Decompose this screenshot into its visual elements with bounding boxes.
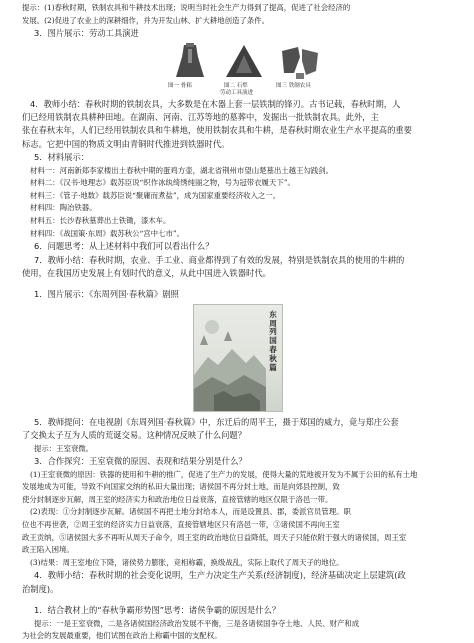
- text-line: 使分封制逐步瓦解，周王室的经济实力和政治地位日益衰落，直接管辖的地区仅限于洛邑一带。: [22, 494, 333, 504]
- text-line: 为社会的发展最重要，他们试图在政治上称霸中国的支配权。: [22, 631, 222, 641]
- hint-line: 提示：王室衰微。: [34, 443, 94, 453]
- text-line: (1)王室衰微的原因：铁器的使用和牛耕的推广，促进了生产力的发展，使得大量的荒地被开发为不属于公田的私有土地: [30, 469, 418, 479]
- text-line: 政王陷入困境。: [22, 545, 74, 555]
- figure-caption: 图三 铁制农具: [276, 82, 311, 89]
- drama-title: 东周列国春秋篇: [269, 309, 277, 372]
- text-line: 政王贡纳，⑤诸侯国大多不再听从周天子命令，周王室的政治地位日益降低，周天子只能依附于强大的诸侯国，周王室: [22, 532, 407, 542]
- figure-caption: 图二 石犁: [224, 82, 248, 89]
- material-line: 材料五：长沙春秋墓葬出土铁锄，漆木车。: [30, 216, 171, 225]
- question-line: 1．结合教材上的“春秋争霸形势图”思考：诸侯争霸的原因是什么？: [34, 605, 281, 616]
- material-line: 材料四：《战国策·东周》载苏秋公“宫中七市”。: [30, 228, 185, 238]
- material-line: 材料一：河南新郑李家楼出土春秋中期的蛋鸡方壶，湖北省荆州市望山楚墓出土越王勾践剑。: [30, 165, 334, 175]
- text-line: 发展。(2)促进了农业上的深耕细作，并为开发山林、扩大耕地创造了条件。: [22, 15, 269, 25]
- text-line: 使用，在我国历史发展上有划时代的意义，从此中国进入铁器时代。: [22, 268, 271, 278]
- labor-tools-figure: [22, 43, 454, 97]
- text-line: 位也不再世袭，②周王室的经济实力日益衰落，直接管辖地区只有洛邑一带，③诸侯国不再向王室: [22, 520, 340, 529]
- material-line: 材料二：《汉书·地理志》载苏臣说“织作冰纨绮绣纯丽之物，号为冠带衣履天下”。: [30, 178, 295, 188]
- text-line: 3．合作探究：王室衰微的原因、表现和结果分别是什么？: [34, 456, 247, 467]
- text-line: 4．教师小结：春秋时期的铁制农具，大多数是在木器上套一层铁制的锋刃。古书记载，春秋时期，人: [30, 98, 401, 109]
- figure-caption: 图一 骨耜: [168, 82, 192, 89]
- text-line: 张在春秋末年，人们已经用铁制农具和牛耕地，使用铁制农具和牛耕，是春秋时期农业生产水平提高的重要: [22, 125, 412, 136]
- hint-line: 提示：一是王室衰微，二是各诸侯国经济政治发展不平衡，三是各诸侯国争夺土地、人民、财产和成: [34, 618, 360, 628]
- drama-still-image: [193, 304, 283, 412]
- text-line: 们已经用铁制农具耕种田地。在湖南、河南、江苏等地的墓葬中，发掘出一批铁制农具。此外，主: [22, 112, 379, 122]
- text-line: 发展地成为可能，导致不向国家交纳的私田大量出现；诸侯国不再分封土地，而是向郊县控制，致: [22, 482, 340, 492]
- text-line: (3)结果：周王室地位下降，诸侯势力膨胀，竞相称霸，换级战乱，实际上取代了周天子的地位。: [30, 557, 344, 567]
- question-line: 6．问题思考：从上述材料中我们可以看出什么？: [34, 241, 214, 252]
- text-line: 4．教师小结：春秋时期的社会变化说明，生产力决定生产关系(经济制度)，经济基础决定上层建筑(政: [34, 570, 406, 581]
- material-line: 材料三：《管子·地数》载苏臣说“聚庸而煮盐”，成为国家重要经济收入之一。: [30, 190, 281, 200]
- text-line: 5．教师提问：在电视剧《东周列国·春秋篇》中，东迁后的周平王，摄于郑国的威力，竟与郑庄公套: [34, 416, 399, 427]
- text-line: 治制度)。: [22, 583, 59, 594]
- drama-still-figure: [22, 304, 454, 414]
- text-line: 提示：(1)春秋时期，铁制农具和牛耕技术出现；说明当时社会生产力得到了提高，促进了社会经济的: [22, 3, 351, 12]
- document-page: [22, 2, 454, 643]
- iron-tools-image: [276, 43, 324, 81]
- text-line: (2)表现：①分封制逐步瓦解。诸侯国不再把土地分封给本人，而是设置县、郡，委派官员管理。职: [30, 507, 351, 517]
- stone-plough-image: [222, 43, 266, 81]
- text-line: 了交换太子互为人质的荒诞交易。这种情况反映了什么问题？: [22, 430, 247, 441]
- section-heading: 5．材料展示：: [34, 152, 90, 163]
- section-heading: 3．图片展示：劳动工具演进: [34, 28, 139, 39]
- text-line: 7．教师小结：春秋时期，农业、手工业、商业都得到了有效的发展，特别是铁制农具的使用的牛耕的: [34, 254, 405, 265]
- figure-title: 劳动工具演进: [220, 89, 254, 96]
- section-heading: 1．图片展示：《东周列国·春秋篇》剧照: [34, 289, 179, 300]
- bone-spade-image: [170, 43, 210, 81]
- material-line: 材料四：陶冶铁器。: [30, 203, 97, 213]
- text-line: 标志。它把中国的物质文明由青铜时代推进到铁器时代。: [22, 138, 230, 149]
